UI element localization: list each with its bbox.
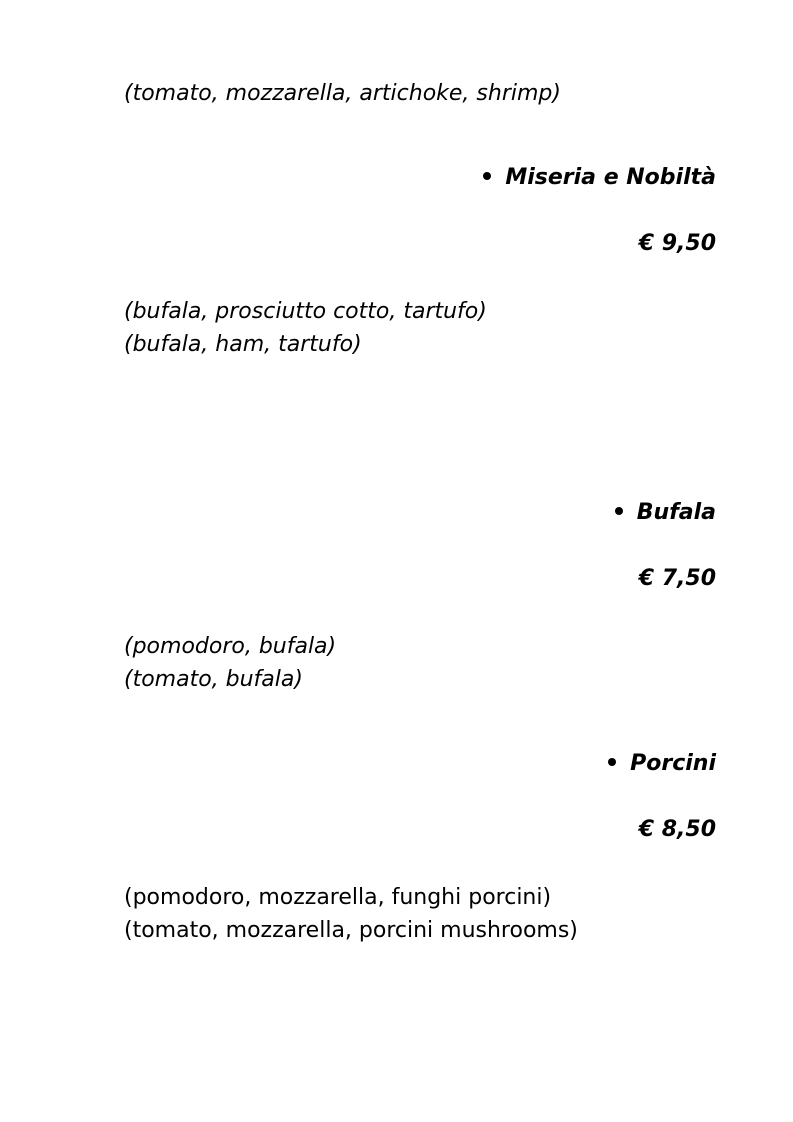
- menu-item-price: € 8,50: [638, 817, 716, 842]
- item-description: (pomodoro, mozzarella, funghi porcini): [124, 885, 552, 910]
- bullet-icon: [483, 172, 491, 180]
- menu-item-name: Miseria e Nobiltà: [505, 165, 716, 190]
- bullet-icon: [615, 507, 623, 515]
- item-description: (tomato, mozzarella, artichoke, shrimp): [124, 81, 561, 106]
- menu-item-title: [483, 164, 716, 192]
- menu-item-name: Bufala: [636, 500, 716, 525]
- item-description: (pomodoro, bufala): [124, 634, 337, 659]
- menu-item-title: [615, 499, 716, 527]
- menu-item-name: Porcini: [630, 751, 716, 776]
- item-description: (bufala, ham, tartufo): [124, 332, 362, 357]
- bullet-icon: [608, 758, 616, 766]
- menu-item-title: [608, 750, 716, 778]
- item-description: (bufala, prosciutto cotto, tartufo): [124, 299, 487, 324]
- menu-item-price: € 7,50: [638, 566, 716, 591]
- item-description: (tomato, mozzarella, porcini mushrooms): [124, 918, 578, 943]
- item-description: (tomato, bufala): [124, 667, 303, 692]
- menu-item-price: € 9,50: [638, 231, 716, 256]
